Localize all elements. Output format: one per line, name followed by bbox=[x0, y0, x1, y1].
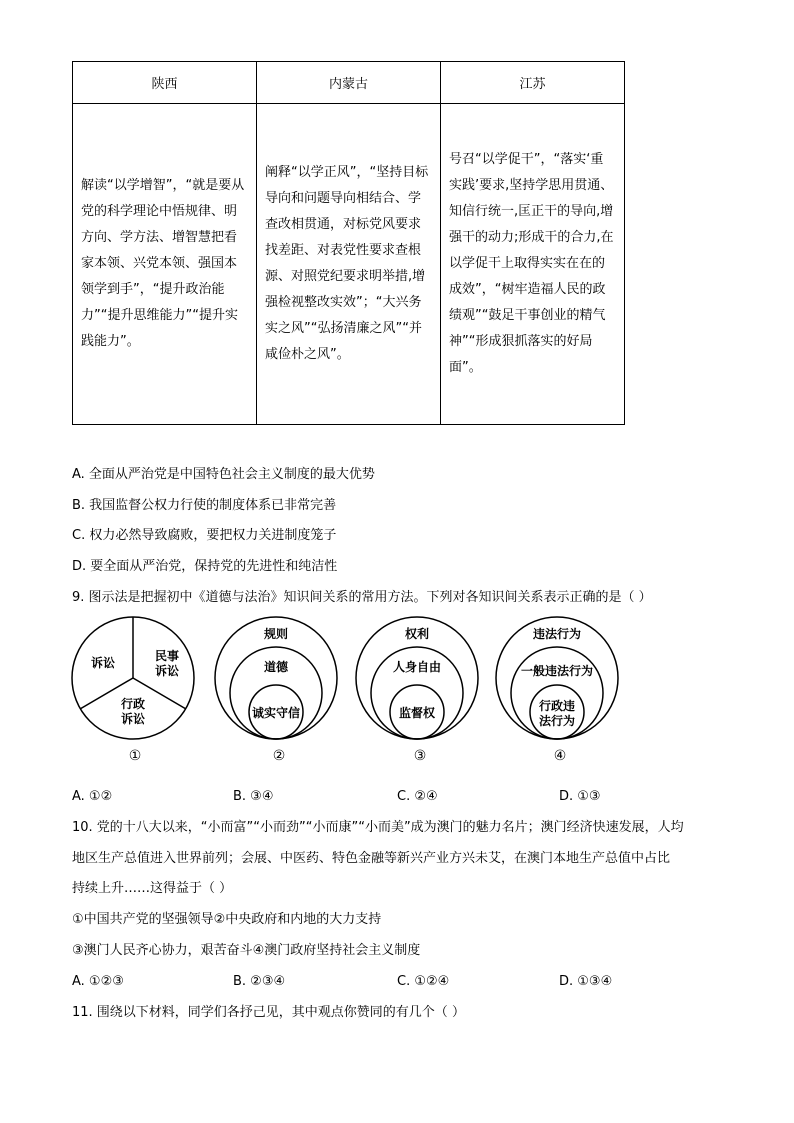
q10-statements-line-2: ③澳门人民齐心协力，艰苦奋斗④澳门政府坚持社会主义制度 bbox=[72, 943, 421, 958]
header-jiangsu: 江苏 bbox=[441, 62, 625, 104]
d1-left-text: 诉讼 bbox=[90, 656, 116, 670]
d1-number-label: ① bbox=[128, 748, 142, 764]
q9-options bbox=[72, 788, 712, 806]
q10-stem-line-3: 持续上升……这得益于（ ） bbox=[72, 881, 233, 896]
q8-option-d: D. 要全面从严治党，保持党的先进性和纯洁性 bbox=[72, 559, 338, 574]
d3-middle-text: 人身自由 bbox=[392, 660, 442, 674]
d2-inner-text: 诚实守信 bbox=[251, 706, 301, 720]
cell-neimenggu: 阐释“以学正风”，“坚持目标导向和问题导向相结合、学查改相贯通，对标党风要求找差距、对表党性要求查根源、对照党纪要求明举措,增强检视整改实效”；“大兴务实之风”“弘扬清廉之风”“并咸俭朴之风”。 bbox=[257, 104, 441, 425]
diagram-3 bbox=[356, 617, 478, 764]
q8-option-a: A. 全面从严治党是中国特色社会主义制度的最大优势 bbox=[72, 467, 375, 482]
q9-diagrams bbox=[70, 614, 630, 766]
d4-outer-text: 违法行为 bbox=[532, 627, 582, 641]
q8-option-b: B. 我国监督公权力行使的制度体系已非常完善 bbox=[72, 498, 337, 513]
q9-option-a: A. ①② bbox=[72, 789, 113, 804]
q10-stem-line-1: 10. 党的十八大以来，“小而富”“小而劲”“小而康”“小而美”成为澳门的魅力名片；澳门经济快速发展，人均 bbox=[72, 820, 684, 835]
diagram-2 bbox=[215, 617, 337, 764]
q10-option-d: D. ①③④ bbox=[559, 974, 613, 989]
d4-number-label: ④ bbox=[553, 748, 567, 764]
q8-option-c: C. 权力必然导致腐败，要把权力关进制度笼子 bbox=[72, 528, 337, 543]
d4-middle-text: 一般违法行为 bbox=[520, 664, 594, 678]
q10-option-a: A. ①②③ bbox=[72, 974, 124, 989]
diagram-1 bbox=[72, 617, 194, 764]
table-header-row bbox=[73, 62, 625, 104]
d2-number-label: ② bbox=[272, 748, 286, 764]
cell-shaanxi: 解读“以学增智”，“就是要从党的科学理论中悟规律、明方向、学方法、增智慧把看家本领、兴党本领、强国本领学到手”，“提升政治能力”“提升思维能力”“提升实践能力”。 bbox=[73, 104, 257, 425]
header-shaanxi: 陕西 bbox=[73, 62, 257, 104]
d3-inner-text: 监督权 bbox=[398, 706, 436, 720]
diagram-4 bbox=[496, 617, 618, 764]
q9-stem: 9. 图示法是把握初中《道德与法治》知识间关系的常用方法。下列对各知识间关系表示正确的是（ ） bbox=[72, 590, 652, 605]
header-neimenggu: 内蒙古 bbox=[257, 62, 441, 104]
table-body-row bbox=[73, 104, 625, 425]
cell-jiangsu: 号召“以学促干”，“落实‘重实践’要求,坚持学思用贯通、知信行统一,匡正干的导向,增强干的动力;形成干的合力,在以学促干上取得实实在在的成效”，“树牢造福人民的政绩观”“鼓足干事创业的精气神”“形成狠抓落实的好局面”。 bbox=[441, 104, 625, 425]
q10-option-b: B. ②③④ bbox=[233, 974, 286, 989]
q11-stem: 11. 围绕以下材料，同学们各抒己见，其中观点你赞同的有几个（ ） bbox=[72, 1005, 465, 1020]
q10-options bbox=[72, 973, 712, 991]
q10-stem-line-2: 地区生产总值进入世界前列；会展、中医药、特色金融等新兴产业方兴未艾，在澳门本地生产总值中占比 bbox=[72, 851, 671, 866]
d1-bottom-text: 行政诉讼 bbox=[120, 697, 146, 726]
q9-option-b: B. ③④ bbox=[233, 789, 274, 804]
q9-option-d: D. ①③ bbox=[559, 789, 601, 804]
d1-right-text: 民事诉讼 bbox=[154, 649, 180, 678]
q10-statements-line-1: ①中国共产党的坚强领导②中央政府和内地的大力支持 bbox=[72, 912, 382, 927]
d2-outer-text: 规则 bbox=[263, 627, 289, 641]
q9-option-c: C. ②④ bbox=[397, 789, 438, 804]
d2-middle-text: 道德 bbox=[263, 660, 289, 674]
q10-option-c: C. ①②④ bbox=[397, 974, 450, 989]
d3-number-label: ③ bbox=[413, 748, 427, 764]
d3-outer-text: 权利 bbox=[404, 627, 430, 641]
province-comparison-table bbox=[72, 61, 625, 425]
d4-inner-text: 行政违法行为 bbox=[538, 699, 576, 728]
